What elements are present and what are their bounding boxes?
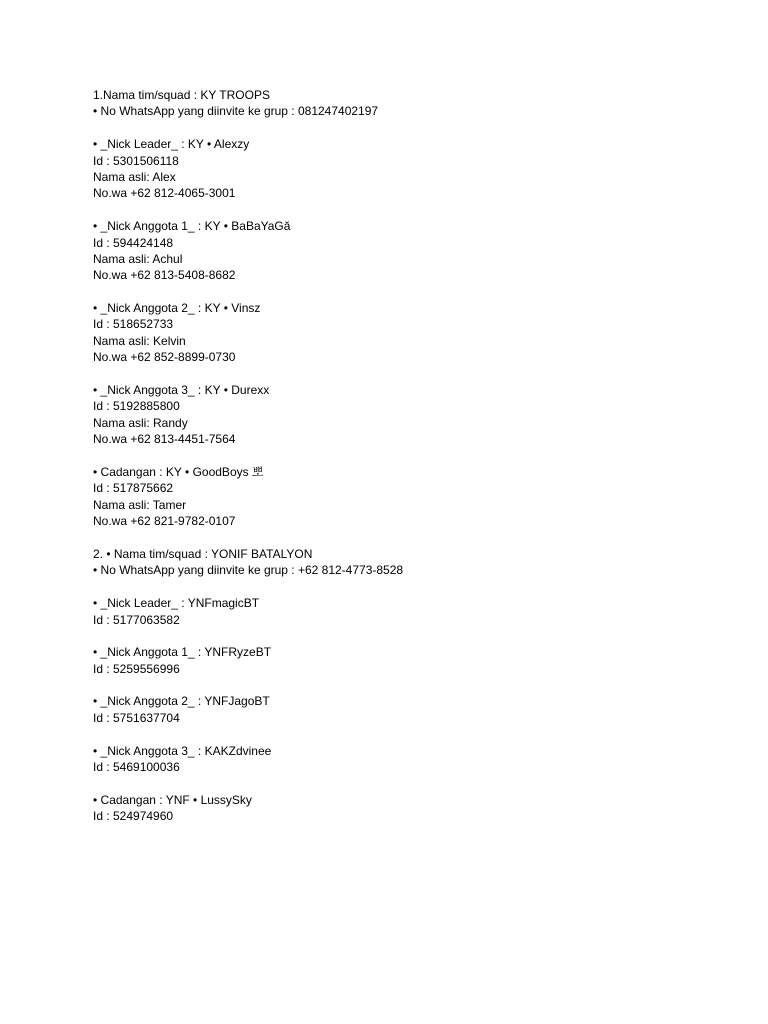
- text-line: Id : 517875662: [93, 481, 174, 496]
- text-line: Id : 5301506118: [93, 153, 179, 168]
- blank-line: [93, 677, 733, 693]
- text-line: No.wa +62 813-4451-7564: [93, 432, 236, 447]
- text-line: Nama asli: Kelvin: [93, 333, 186, 348]
- blank-line: [93, 120, 733, 136]
- text-line: No.wa +62 852-8899-0730: [93, 350, 236, 365]
- blank-line: [93, 530, 733, 546]
- blank-line: [93, 726, 733, 742]
- blank-line: [93, 775, 733, 791]
- text-line: • _Nick Anggota 2_ : YNFJagoBT: [93, 694, 270, 709]
- text-line: • _Nick Anggota 1_ : KY • BaBaYaGă: [93, 219, 291, 234]
- text-line: Id : 5192885800: [93, 399, 180, 414]
- blank-line: [93, 579, 733, 595]
- text-line: • _Nick Leader_ : KY • Alexzy: [93, 137, 250, 152]
- document-body: [93, 87, 733, 825]
- text-line: • _Nick Anggota 3_ : KY • Durexx: [93, 383, 270, 398]
- text-line: Id : 5177063582: [93, 612, 180, 627]
- text-line: • No WhatsApp yang diinvite ke grup : +62 812-4773-8528: [93, 563, 404, 578]
- text-line: • No WhatsApp yang diinvite ke grup : 081247402197: [93, 104, 379, 119]
- text-line: Id : 5751637704: [93, 710, 180, 725]
- text-line: No.wa +62 812-4065-3001: [93, 186, 236, 201]
- text-line: 2. • Nama tim/squad : YONIF BATALYON: [93, 546, 313, 561]
- text-line: • _Nick Leader_ : YNFmagicBT: [93, 596, 260, 611]
- text-line: Id : 524974960: [93, 809, 174, 824]
- text-line: 1.Nama tim/squad : KY TROOPS: [93, 88, 270, 102]
- text-line: • Cadangan : KY • GoodBoys 뽀: [93, 464, 264, 479]
- text-line: Id : 518652733: [93, 317, 174, 332]
- text-line: • Cadangan : YNF • LussySky: [93, 792, 252, 807]
- text-line: No.wa +62 813-5408-8682: [93, 268, 236, 283]
- text-line: Id : 594424148: [93, 235, 174, 250]
- text-line: Nama asli: Achul: [93, 251, 183, 266]
- blank-line: [93, 366, 733, 382]
- text-line: Nama asli: Alex: [93, 169, 176, 184]
- text-line: • _Nick Anggota 2_ : KY • Vinsz: [93, 301, 261, 316]
- text-line: No.wa +62 821-9782-0107: [93, 514, 236, 529]
- text-line: • _Nick Anggota 1_ : YNFRyzeBT: [93, 645, 272, 660]
- text-line: Id : 5469100036: [93, 760, 180, 775]
- text-line: • _Nick Anggota 3_ : KAKZdvinee: [93, 743, 272, 758]
- text-line: Nama asli: Randy: [93, 415, 188, 430]
- text-line: Nama asli: Tamer: [93, 497, 187, 512]
- blank-line: [93, 448, 733, 464]
- blank-line: [93, 202, 733, 218]
- blank-line: [93, 628, 733, 644]
- blank-line: [93, 284, 733, 300]
- text-line: Id : 5259556996: [93, 661, 180, 676]
